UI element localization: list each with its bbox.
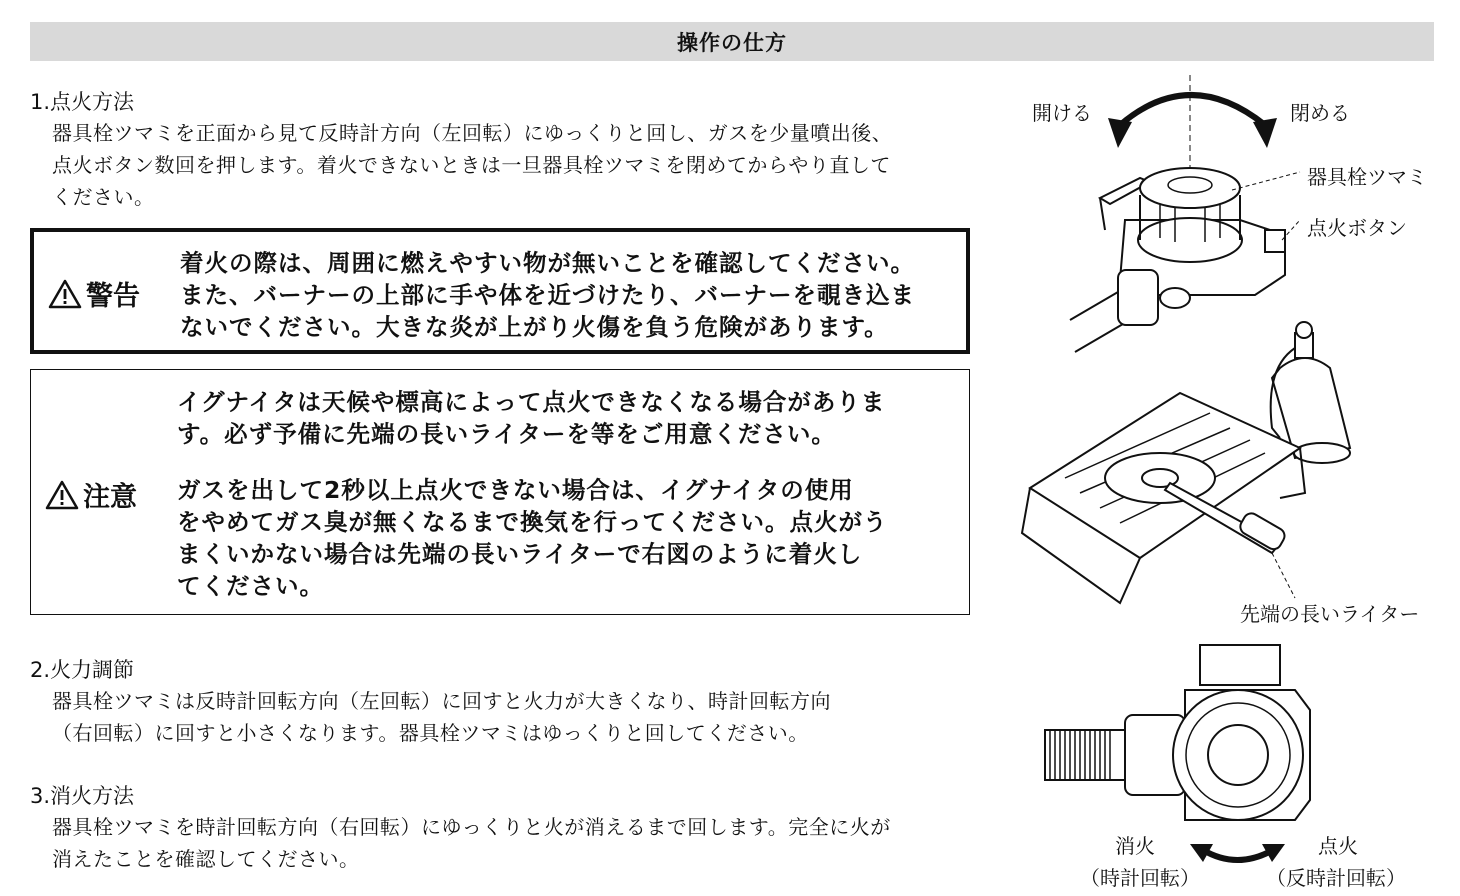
caution-para1 xyxy=(177,386,957,450)
warning-text xyxy=(180,247,960,343)
caution-line: をやめてガス臭が無くなるまで換気を行ってください。点火がう xyxy=(177,508,888,536)
section3-heading: 3.消火方法 xyxy=(30,784,135,808)
warning-label-text: 警告 xyxy=(86,281,140,312)
warning-label xyxy=(48,274,140,313)
caution-line: てください。 xyxy=(177,572,324,600)
caution-line: す。必ず予備に先端の長いライターを等をご用意ください。 xyxy=(177,420,836,448)
caution-para2 xyxy=(177,474,957,602)
ignite-label: 点火 xyxy=(1318,834,1358,858)
caution-line: ガスを出して2秒以上点火できない場合は、イグナイタの使用 xyxy=(177,476,854,504)
section2-line: 器具栓ツマミは反時計回転方向（左回転）に回すと火力が大きくなり、時計回転方向 xyxy=(52,689,831,713)
warning-triangle-icon xyxy=(48,278,82,310)
section2-body xyxy=(52,685,977,749)
extinguish-direction: （時計回転） xyxy=(1080,866,1200,890)
section3-body xyxy=(52,811,977,875)
valve-front-illustration xyxy=(1040,640,1340,840)
section1-line: ください。 xyxy=(52,185,155,209)
knob-label: 器具栓ツマミ xyxy=(1307,165,1427,189)
ignite-direction: （反時計回転） xyxy=(1266,866,1406,890)
caution-box xyxy=(30,369,970,615)
warning-line: また、バーナーの上部に手や体を近づけたり、バーナーを覗き込ま xyxy=(180,281,915,309)
caution-triangle-icon xyxy=(45,479,79,511)
warning-line: ないでください。大きな炎が上がり火傷を負う危険があります。 xyxy=(180,313,889,341)
section2-heading: 2.火力調節 xyxy=(30,658,135,682)
caution-line: イグナイタは天候や標高によって点火できなくなる場合がありま xyxy=(177,388,886,416)
page-title: 操作の仕方 xyxy=(30,22,1434,61)
section1-line: 点火ボタン数回を押します。着火できないときは一旦器具栓ツマミを閉めてからやり直して xyxy=(52,153,891,177)
section1-heading: 1.点火方法 xyxy=(30,90,135,114)
section3-line: 消えたことを確認してください。 xyxy=(52,847,360,871)
close-label: 閉める xyxy=(1290,101,1350,125)
extinguish-label: 消火 xyxy=(1115,834,1155,858)
caution-label-text: 注意 xyxy=(83,482,137,513)
section1-body xyxy=(52,117,977,213)
caution-line: まくいかない場合は先端の長いライターで右図のように着火し xyxy=(177,540,863,568)
open-label: 開ける xyxy=(1032,101,1092,125)
section3-line: 器具栓ツマミを時計回転方向（右回転）にゆっくりと火が消えるまで回します。完全に火が xyxy=(52,815,891,839)
stove-lighter-illustration xyxy=(1010,318,1450,608)
caution-label xyxy=(45,475,137,514)
warning-box xyxy=(30,228,970,354)
warning-line: 着火の際は、周囲に燃えやすい物が無いことを確認してください。 xyxy=(180,249,915,277)
ignite-button-label: 点火ボタン xyxy=(1307,216,1407,240)
lighter-label: 先端の長いライター xyxy=(1240,602,1420,626)
section1-line: 器具栓ツマミを正面から見て反時計方向（左回転）にゆっくりと回し、ガスを少量噴出後、 xyxy=(52,121,893,145)
section2-line: （右回転）に回すと小さくなります。器具栓ツマミはゆっくりと回してください。 xyxy=(52,721,809,745)
